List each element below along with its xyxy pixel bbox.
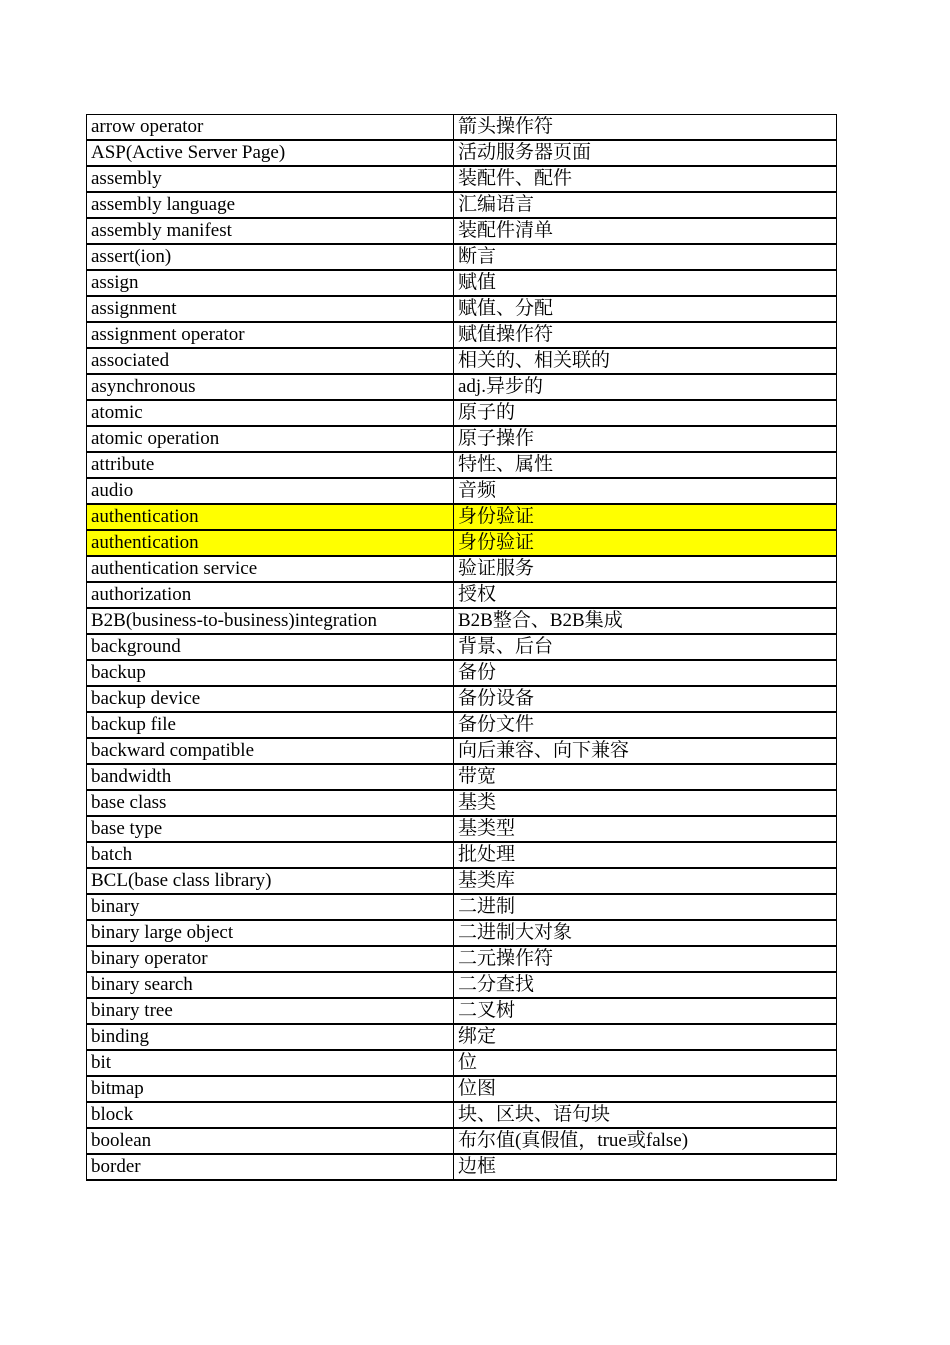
table-row: [87, 608, 837, 634]
chinese-translation-cell: 断言: [454, 244, 837, 270]
english-term-cell: assign: [87, 270, 454, 296]
english-term-cell: backup file: [87, 712, 454, 738]
english-term-cell: atomic: [87, 400, 454, 426]
chinese-translation-cell: 批处理: [454, 842, 837, 868]
chinese-translation-cell: 赋值操作符: [454, 322, 837, 348]
table-row: [87, 1154, 837, 1180]
chinese-translation-cell: 装配件清单: [454, 218, 837, 244]
chinese-translation-cell: 基类库: [454, 868, 837, 894]
chinese-translation-cell: 备份: [454, 660, 837, 686]
table-row: [87, 920, 837, 946]
table-row: [87, 244, 837, 270]
table-row-highlighted: [87, 504, 837, 530]
chinese-translation-cell: 原子的: [454, 400, 837, 426]
chinese-translation-cell: 音频: [454, 478, 837, 504]
chinese-translation-cell: 块、区块、语句块: [454, 1102, 837, 1128]
english-term-cell: asynchronous: [87, 374, 454, 400]
chinese-translation-cell: 带宽: [454, 764, 837, 790]
english-term-cell: binary: [87, 894, 454, 920]
table-row: [87, 115, 837, 141]
table-row: [87, 842, 837, 868]
table-row: [87, 816, 837, 842]
english-term-cell: BCL(base class library): [87, 868, 454, 894]
english-term-cell: backup device: [87, 686, 454, 712]
english-term-cell: binding: [87, 1024, 454, 1050]
english-term-cell: atomic operation: [87, 426, 454, 452]
english-term-cell: border: [87, 1154, 454, 1180]
table-row: [87, 140, 837, 166]
table-row: [87, 166, 837, 192]
table-row: [87, 1128, 837, 1154]
english-term-cell: B2B(business-to-business)integration: [87, 608, 454, 634]
chinese-translation-cell: 箭头操作符: [454, 115, 837, 141]
english-term-cell: authentication service: [87, 556, 454, 582]
english-term-cell: authentication: [87, 504, 454, 530]
english-term-cell: base type: [87, 816, 454, 842]
english-term-cell: bandwidth: [87, 764, 454, 790]
english-term-cell: bitmap: [87, 1076, 454, 1102]
english-term-cell: assembly language: [87, 192, 454, 218]
chinese-translation-cell: 向后兼容、向下兼容: [454, 738, 837, 764]
table-row: [87, 322, 837, 348]
table-row: [87, 426, 837, 452]
chinese-translation-cell: 身份验证: [454, 504, 837, 530]
chinese-translation-cell: 二元操作符: [454, 946, 837, 972]
english-term-cell: associated: [87, 348, 454, 374]
english-term-cell: backward compatible: [87, 738, 454, 764]
chinese-translation-cell: 背景、后台: [454, 634, 837, 660]
english-term-cell: ASP(Active Server Page): [87, 140, 454, 166]
chinese-translation-cell: 备份文件: [454, 712, 837, 738]
table-row: [87, 478, 837, 504]
table-row: [87, 972, 837, 998]
chinese-translation-cell: 基类型: [454, 816, 837, 842]
chinese-translation-cell: 绑定: [454, 1024, 837, 1050]
table-row: [87, 270, 837, 296]
chinese-translation-cell: 赋值: [454, 270, 837, 296]
english-term-cell: binary large object: [87, 920, 454, 946]
chinese-translation-cell: 验证服务: [454, 556, 837, 582]
table-row: [87, 582, 837, 608]
english-term-cell: boolean: [87, 1128, 454, 1154]
table-row: [87, 790, 837, 816]
chinese-translation-cell: 相关的、相关联的: [454, 348, 837, 374]
chinese-translation-cell: 二进制大对象: [454, 920, 837, 946]
english-term-cell: assignment operator: [87, 322, 454, 348]
chinese-translation-cell: 基类: [454, 790, 837, 816]
table-row: [87, 556, 837, 582]
chinese-translation-cell: 备份设备: [454, 686, 837, 712]
chinese-translation-cell: B2B整合、B2B集成: [454, 608, 837, 634]
english-term-cell: attribute: [87, 452, 454, 478]
chinese-translation-cell: 二叉树: [454, 998, 837, 1024]
glossary-table: [86, 114, 837, 1181]
chinese-translation-cell: 汇编语言: [454, 192, 837, 218]
english-term-cell: authentication: [87, 530, 454, 556]
english-term-cell: background: [87, 634, 454, 660]
chinese-translation-cell: adj.异步的: [454, 374, 837, 400]
table-row: [87, 452, 837, 478]
table-row-highlighted: [87, 530, 837, 556]
chinese-translation-cell: 位图: [454, 1076, 837, 1102]
table-row: [87, 218, 837, 244]
english-term-cell: batch: [87, 842, 454, 868]
english-term-cell: assignment: [87, 296, 454, 322]
english-term-cell: bit: [87, 1050, 454, 1076]
table-row: [87, 712, 837, 738]
english-term-cell: arrow operator: [87, 115, 454, 141]
table-row: [87, 1076, 837, 1102]
table-row: [87, 764, 837, 790]
table-row: [87, 400, 837, 426]
chinese-translation-cell: 赋值、分配: [454, 296, 837, 322]
chinese-translation-cell: 原子操作: [454, 426, 837, 452]
table-row: [87, 738, 837, 764]
chinese-translation-cell: 身份验证: [454, 530, 837, 556]
table-row: [87, 894, 837, 920]
chinese-translation-cell: 特性、属性: [454, 452, 837, 478]
english-term-cell: binary search: [87, 972, 454, 998]
glossary-body: [87, 115, 837, 1181]
english-term-cell: block: [87, 1102, 454, 1128]
english-term-cell: binary operator: [87, 946, 454, 972]
table-row: [87, 374, 837, 400]
english-term-cell: binary tree: [87, 998, 454, 1024]
english-term-cell: assert(ion): [87, 244, 454, 270]
table-row: [87, 1102, 837, 1128]
chinese-translation-cell: 布尔值(真假值，true或false): [454, 1128, 837, 1154]
chinese-translation-cell: 二进制: [454, 894, 837, 920]
english-term-cell: backup: [87, 660, 454, 686]
english-term-cell: assembly: [87, 166, 454, 192]
english-term-cell: authorization: [87, 582, 454, 608]
table-row: [87, 296, 837, 322]
chinese-translation-cell: 装配件、配件: [454, 166, 837, 192]
table-row: [87, 1050, 837, 1076]
english-term-cell: audio: [87, 478, 454, 504]
english-term-cell: assembly manifest: [87, 218, 454, 244]
table-row: [87, 998, 837, 1024]
chinese-translation-cell: 授权: [454, 582, 837, 608]
table-row: [87, 1024, 837, 1050]
table-row: [87, 634, 837, 660]
table-row: [87, 660, 837, 686]
chinese-translation-cell: 二分查找: [454, 972, 837, 998]
english-term-cell: base class: [87, 790, 454, 816]
table-row: [87, 348, 837, 374]
chinese-translation-cell: 活动服务器页面: [454, 140, 837, 166]
chinese-translation-cell: 位: [454, 1050, 837, 1076]
chinese-translation-cell: 边框: [454, 1154, 837, 1180]
table-row: [87, 192, 837, 218]
table-row: [87, 686, 837, 712]
table-row: [87, 946, 837, 972]
table-row: [87, 868, 837, 894]
